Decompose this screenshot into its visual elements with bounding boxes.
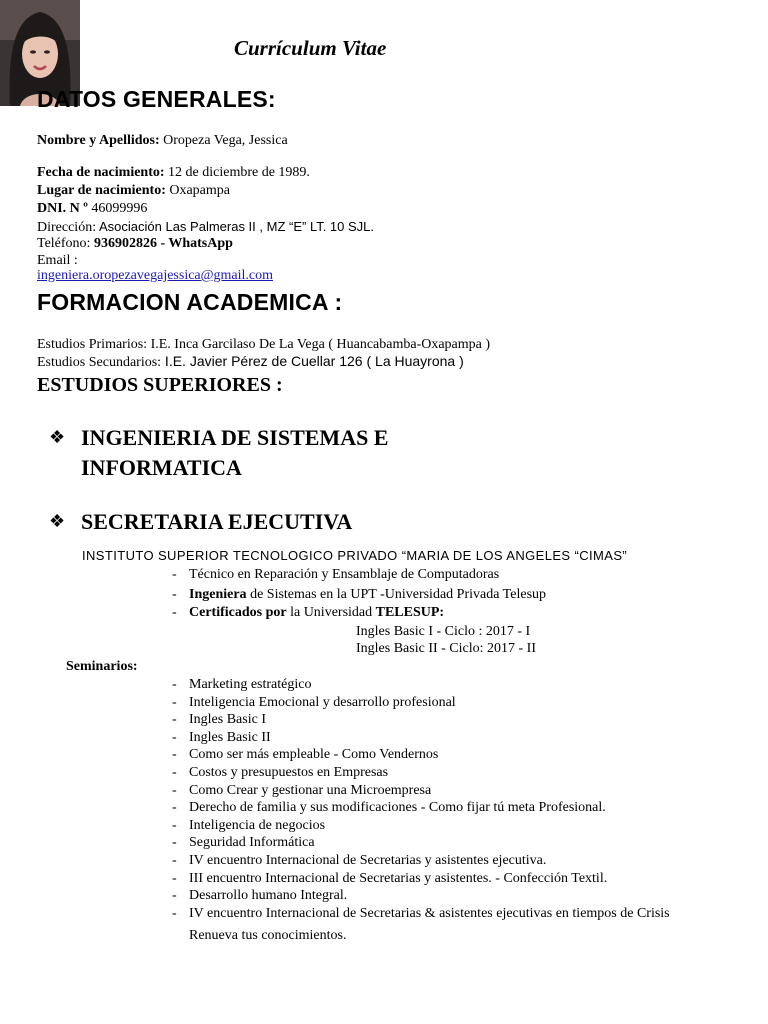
dash-bullet: - bbox=[172, 587, 177, 602]
dash-bullet: - bbox=[172, 800, 177, 816]
seminario-label: IV encuentro Internacional de Secretarias & asistentes ejecutivas en tiempos de Crisis bbox=[189, 905, 670, 921]
dash-bullet: - bbox=[172, 567, 177, 582]
seminario-label: Como ser más empleable - Como Vendernos bbox=[189, 747, 439, 763]
nombre-value: Oropeza Vega, Jessica bbox=[159, 133, 288, 148]
instituto-name: INSTITUTO SUPERIOR TECNOLOGICO PRIVADO “MARIA DE LOS ANGELES “CIMAS” bbox=[82, 548, 628, 563]
dash-bullet: - bbox=[172, 747, 177, 763]
seminario-label: IV encuentro Internacional de Secretarias y asistentes ejecutiva. bbox=[189, 853, 547, 868]
email-label: Email : bbox=[37, 253, 78, 268]
seminarios-heading: Seminarios: bbox=[66, 659, 138, 674]
lugar-value: Oxapampa bbox=[165, 183, 231, 198]
estudios-secundarios-row bbox=[37, 353, 464, 371]
direccion-label: Dirección: bbox=[37, 220, 97, 235]
estudios-superiores-heading: ESTUDIOS SUPERIORES : bbox=[37, 374, 283, 396]
dash-bullet: - bbox=[172, 765, 177, 780]
diamond-bullet-icon: ❖ bbox=[49, 427, 66, 447]
dash-bullet: - bbox=[172, 817, 177, 833]
dash-bullet: - bbox=[172, 835, 177, 851]
lugar-nacimiento-row bbox=[37, 183, 230, 199]
datos-generales-heading: DATOS GENERALES: bbox=[37, 86, 276, 112]
nombre-label: Nombre y Apellidos: bbox=[37, 133, 160, 148]
dash-bullet: - bbox=[172, 905, 177, 921]
email-link[interactable]: ingeniera.oropezavegajessica@gmail.com bbox=[37, 268, 274, 283]
fecha-label: Fecha de nacimiento: bbox=[37, 165, 165, 180]
dash-bullet: - bbox=[172, 712, 177, 728]
dni-value: 46099996 bbox=[87, 201, 148, 216]
seminario-label: III encuentro Internacional de Secretarias y asistentes. - Confección Textil. bbox=[189, 870, 608, 886]
fecha-nacimiento-row bbox=[37, 165, 310, 181]
carrera-ingenieria-line2: INFORMATICA bbox=[81, 455, 242, 480]
seminario-label: Marketing estratégico bbox=[189, 677, 312, 692]
seminario-label: Desarrollo humano Integral. bbox=[189, 888, 348, 904]
seminario-label: Inteligencia de negocios bbox=[189, 817, 326, 833]
direccion-value: Asociación Las Palmeras II , MZ “E” LT. 10 SJL. bbox=[96, 219, 375, 234]
item-ingeniera: Ingeniera de Sistemas en la UPT -Universidad Privada Telesup bbox=[189, 587, 547, 602]
seminario-continuation: Renueva tus conocimientos. bbox=[189, 928, 347, 943]
lugar-label: Lugar de nacimiento: bbox=[37, 183, 166, 198]
formacion-academica-heading: FORMACION ACADEMICA : bbox=[37, 289, 343, 315]
dash-bullet: - bbox=[172, 782, 177, 798]
seminario-label: Como Crear y gestionar una Microempresa bbox=[189, 782, 432, 798]
nombre-row bbox=[37, 133, 288, 149]
seminario-label: Inteligencia Emocional y desarrollo profesional bbox=[189, 694, 456, 710]
primarios-label: Estudios Primarios: bbox=[37, 337, 148, 352]
dash-bullet: - bbox=[172, 694, 177, 710]
seminario-label: Derecho de familia y sus modificaciones - Como fijar tú meta Profesional. bbox=[189, 800, 606, 816]
secundarios-value: I.E. Javier Pérez de Cuellar 126 ( La Huayrona ) bbox=[161, 353, 464, 369]
telefono-value: 936902826 - WhatsApp bbox=[93, 236, 233, 251]
direccion-row bbox=[37, 219, 374, 236]
primarios-value: I.E. Inca Garcilaso De La Vega ( Huancabamba-Oxapampa ) bbox=[147, 337, 491, 352]
seminario-label: Costos y presupuestos en Empresas bbox=[189, 765, 389, 780]
certificado-ingles-1: Ingles Basic I - Ciclo : 2017 - I bbox=[356, 624, 531, 639]
telefono-row bbox=[37, 236, 233, 252]
secundarios-label: Estudios Secundarios: bbox=[37, 355, 162, 370]
dni-row bbox=[37, 201, 147, 217]
seminario-label: Seguridad Informática bbox=[189, 835, 315, 851]
telefono-label: Teléfono: bbox=[37, 236, 91, 251]
document-title: Currículum Vitae bbox=[234, 36, 387, 60]
dni-label: DNI. N º bbox=[37, 201, 88, 216]
carrera-ingenieria-line1: INGENIERIA DE SISTEMAS E bbox=[81, 425, 389, 450]
carrera-secretaria: SECRETARIA EJECUTIVA bbox=[81, 509, 353, 534]
dash-bullet: - bbox=[172, 605, 177, 620]
dash-bullet: - bbox=[172, 888, 177, 904]
dash-bullet: - bbox=[172, 677, 177, 692]
seminario-label: Ingles Basic I bbox=[189, 712, 266, 728]
certificado-ingles-2: Ingles Basic II - Ciclo: 2017 - II bbox=[356, 641, 537, 656]
dash-bullet: - bbox=[172, 870, 177, 886]
item-certificados: Certificados por la Universidad TELESUP: bbox=[189, 605, 445, 620]
dash-bullet: - bbox=[172, 853, 177, 868]
seminario-label: Ingles Basic II bbox=[189, 729, 271, 745]
diamond-bullet-icon: ❖ bbox=[49, 511, 66, 531]
dash-bullet: - bbox=[172, 729, 177, 745]
estudios-primarios-row bbox=[37, 337, 490, 353]
item-tecnico: Técnico en Reparación y Ensamblaje de Computadoras bbox=[189, 567, 500, 582]
fecha-value: 12 de diciembre de 1989. bbox=[164, 165, 310, 180]
